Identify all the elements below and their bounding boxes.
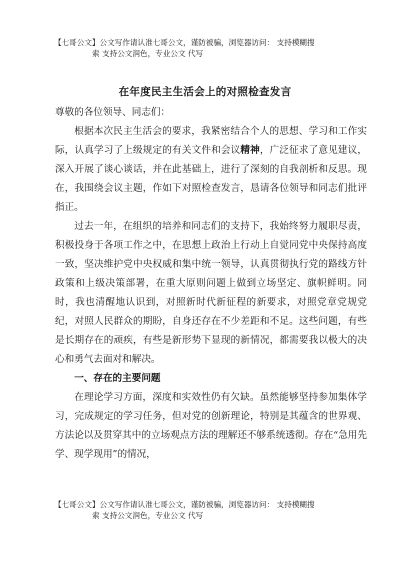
paragraph-problems: 在理论学习方面，深度和实效性仍有欠缺。虽然能够坚持参加集体学习，完成规定的学习任务，但对党的创新理论，特别是其蕴含的世界观、方法论以及贯穿其中的立场观点方法的理解还不够系统透彻。存在“急用先学、现学现用”的情况， <box>55 392 367 460</box>
paragraph-text: ，广泛征求了意见建议，深入开展了谈心谈话，并在此基础上，进行了深刻的自我剖析和反思。现在，我围绕会议主题，作如下对照检查发言，恳请各位领导和同志们批评指正。 <box>55 145 368 213</box>
document-body <box>55 103 367 464</box>
salutation: 尊敬的各位领导、同志们： <box>55 107 171 118</box>
paragraph-intro <box>55 122 367 217</box>
document-title: 在年度民主生活会上的对照检查发言 <box>118 86 292 98</box>
banner-line: 【七哥公文】公文写作请认准七哥公文，谨防被骗，浏览器访问： 支持模糊搜 <box>54 38 315 47</box>
watermark-banner-top <box>44 37 384 59</box>
paragraph-review: 过去一年，在组织的培养和同志们的支持下，我始终努力履职尽责，积极投身于各项工作之中，在思想上政治上行动上自觉同党中央保持高度一致，坚决维护党中央权威和集中统一领导，认真贯彻执行党的路线方针政策和上级决策部署，在重大原则问题上做到立场坚定、旗帜鲜明。同时，我也清醒地认识到，对照新时代新征程的新要求，对照党章党规党纪，对照人民群众的期盼，自身还存在不少差距和不足。这些问题，有些是长期存在的顽疾，有些是新形势下显现的新情况，都需要我以极大的决心和勇气去面对和解决。 <box>55 221 367 365</box>
banner-line: 索 支持公文润色，专业公文 代写 <box>92 511 204 520</box>
watermark-banner-bottom <box>44 499 384 521</box>
banner-line: 【七哥公文】公文写作请认准七哥公文，谨防被骗，浏览器访问： 支持模糊搜 <box>54 500 315 509</box>
paragraph-text: 根据本次民主生活会的要求，我紧密结合个人的思想、学习和工作实际，认真学习了上级规定的有关文件和会议 <box>55 126 367 156</box>
banner-line: 索 支持公文润色，专业公文 代写 <box>92 49 204 58</box>
highlighted-text: 精神 <box>240 145 260 156</box>
section-heading: 一、存在的主要问题 <box>74 373 161 384</box>
